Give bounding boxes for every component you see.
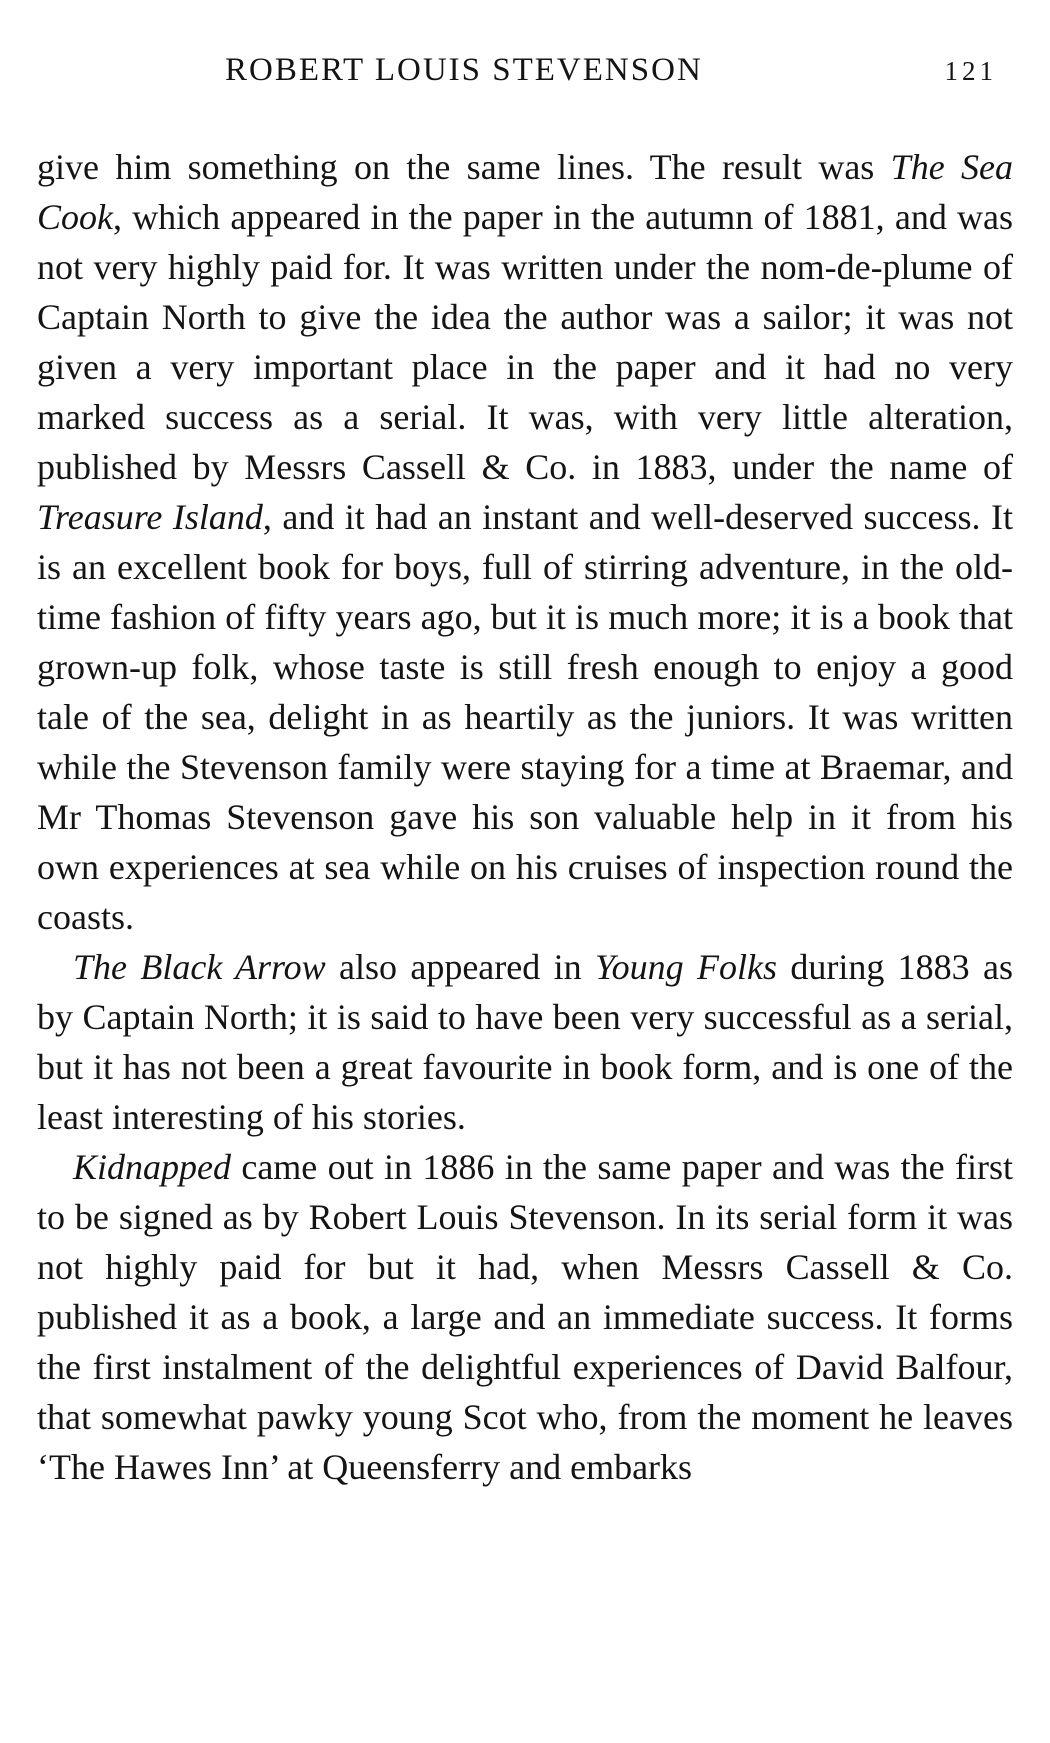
text-run: also appeared in: [325, 947, 595, 987]
paragraph: [37, 1142, 1013, 1492]
text-run: give him something on the same lines. The result was: [37, 147, 891, 187]
italic-title: Kidnapped: [73, 1147, 231, 1187]
italic-title: The Sea Cook: [37, 147, 1013, 237]
paragraph: [37, 142, 1013, 942]
body-text: [37, 142, 1013, 1492]
italic-title: Treasure Island: [37, 497, 263, 537]
paragraph: [37, 942, 1013, 1142]
running-title: ROBERT LOUIS STEVENSON: [225, 52, 703, 88]
page-number: 121: [944, 56, 997, 86]
text-run: , which appeared in the paper in the autumn of 1881, and was not very highly paid for. It was written under the nom-de-plume of Captain North to give the idea the author was a sailor; it was not given a very important place in the paper and it had no very marked success as a serial. It was, with very little alteration, published by Messrs Cassell & Co. in 1883, under the name of: [37, 197, 1013, 487]
italic-title: Young Folks: [594, 947, 777, 987]
text-run: , and it had an instant and well-deserved success. It is an excellent book for boys, full of stirring adventure, in the old-time fashion of fifty years ago, but it is much more; it is a book that grown-up folk, whose taste is still fresh enough to enjoy a good tale of the sea, delight in as heartily as the juniors. It was written while the Stevenson family were staying for a time at Braemar, and Mr Thomas Stevenson gave his son valuable help in it from his own experiences at sea while on his cruises of inspection round the coasts.: [37, 497, 1013, 937]
italic-title: The Black Arrow: [73, 947, 326, 987]
running-head: [37, 46, 1013, 106]
text-run: came out in 1886 in the same paper and was the first to be signed as by Robert Louis Stevenson. In its serial form it was not highly paid for but it had, when Messrs Cassell & Co. published it as a book, a large and an immediate success. It forms the first instalment of the delightful experiences of David Balfour, that somewhat pawky young Scot who, from the moment he leaves ‘The Hawes Inn’ at Queensferry and embarks: [37, 1147, 1013, 1487]
book-page: [37, 46, 1013, 1492]
text-run: during 1883 as by Captain North; it is said to have been very successful as a serial, but it has not been a great favourite in book form, and is one of the least interesting of his stories.: [37, 947, 1013, 1137]
